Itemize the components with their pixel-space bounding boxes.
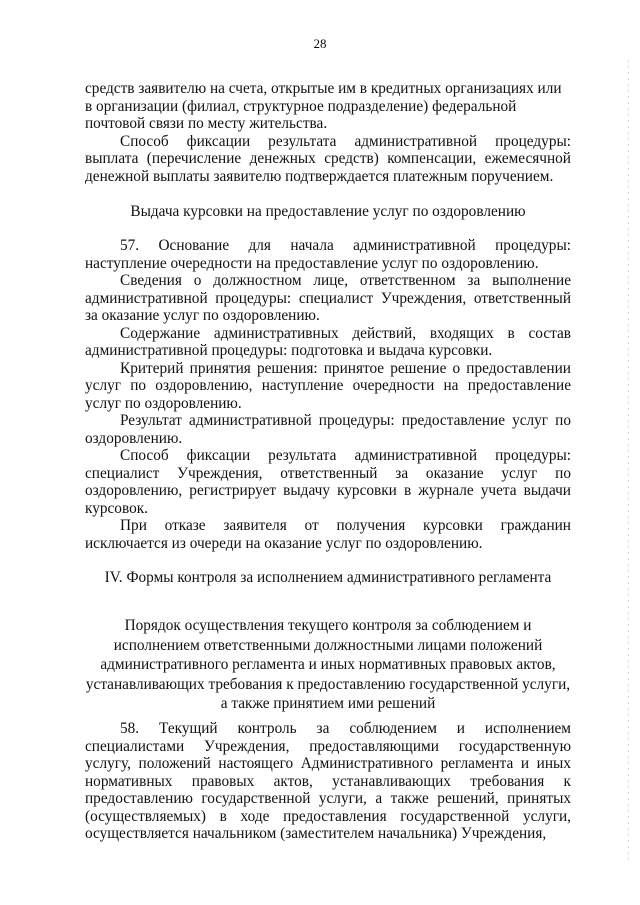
paragraph-57-fixation: Способ фиксации результата административной процедуры: специалист Учреждения, ответственный за оказание услуг по оздоровлению, регистрирует выдачу курсовки в журнале учета выдачи курсовок. (85, 447, 571, 517)
heading-kursovka: Выдача курсовки на предоставление услуг по оздоровлению (130, 203, 526, 220)
page-edge-dots (628, 60, 629, 860)
paragraph-57-refusal: При отказе заявителя от получения курсовки гражданин исключается из очереди на оказание услуг по оздоровлению. (85, 517, 571, 552)
paragraph-57-basis: 57. Основание для начала административной процедуры: наступление очередности на предоставление услуг по оздоровлению. (85, 237, 571, 272)
subheading-control: Порядок осуществления текущего контроля за соблюдением и исполнением ответственными должностными лицами положений административного регламента и иных нормативных правовых актов, устанавливающих требования к предоставлению государственной услуги, а также принятием ими решений (85, 617, 571, 712)
section-heading: IV. Формы контроля за исполнением административного регламента (104, 569, 552, 586)
page-number: 28 (313, 36, 327, 51)
paragraphs-top (85, 80, 571, 185)
paragraph-payment-accounts: средств заявителю на счета, открытые им в кредитных организациях или в организации (филиал, структурное подразделение) федеральной почтовой связи по месту жительства. (85, 80, 562, 132)
paragraphs-item-58 (85, 720, 571, 843)
paragraph-57-content: Содержание административных действий, входящих в состав административной процедуры: подготовка и выдача курсовки. (85, 324, 571, 359)
paragraph-58: 58. Текущий контроль за соблюдением и исполнением специалистами Учреждения, предоставляющими государственную услугу, положений настоящего Административного регламента и иных нормативных правовых актов, устанавливающих требования к предоставлению государственной услуги, а также решений, принятых (осуществляемых) в ходе предоставления государственной услуги, осуществляется начальником (заместителем начальника) Учреждения, (85, 720, 571, 842)
paragraph-payment-fixation: Способ фиксации результата административной процедуры: выплата (перечисление денежных средств) компенсации, ежемесячной денежной выплаты заявителю подтверждается платежным поручением. (85, 132, 571, 185)
paragraph-57-result: Результат административной процедуры: предоставление услуг по оздоровлению. (85, 412, 571, 447)
paragraph-57-criterion: Критерий принятия решения: принятое решение о предоставлении услуг по оздоровлению, наступление очередности на предоставление услуг по оздоровлению. (85, 359, 571, 412)
paragraphs-item-57 (85, 237, 571, 552)
paragraph-57-official: Сведения о должностном лице, ответственном за выполнение административной процедуры: специалист Учреждения, ответственный за оказание услуг по оздоровлению. (85, 272, 571, 324)
